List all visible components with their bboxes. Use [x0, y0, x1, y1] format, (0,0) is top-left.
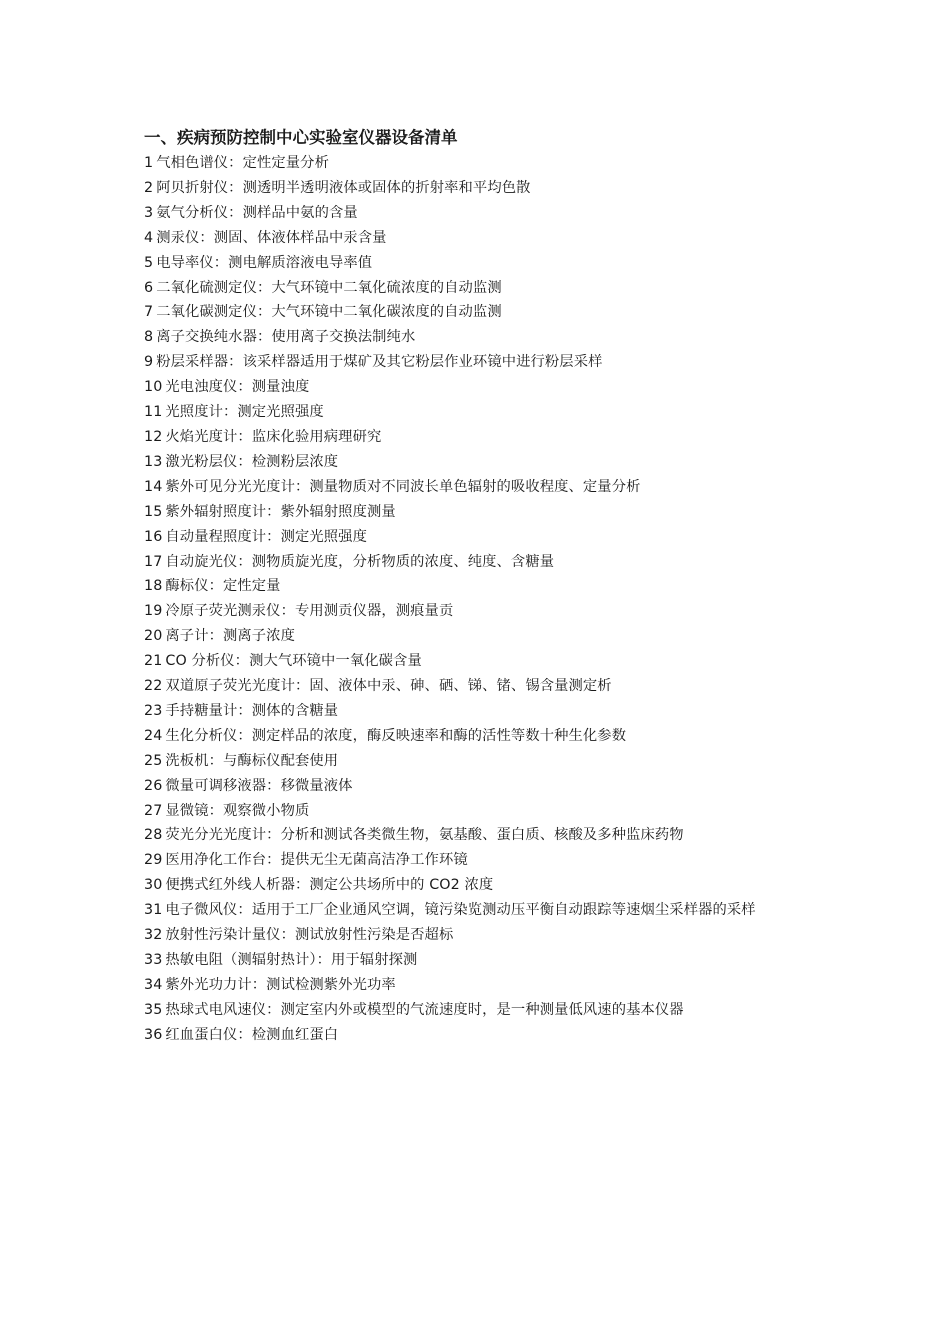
item-number: 33: [144, 952, 163, 968]
item-number: 25: [144, 752, 163, 769]
item-number: 30: [144, 877, 163, 894]
list-item: [144, 774, 824, 799]
list-item: [144, 400, 824, 425]
item-text: 手持糖量计：测体的含糖量: [165, 702, 339, 719]
item-number: 15: [144, 503, 163, 520]
list-item: [144, 799, 824, 824]
item-text: 自动旋光仪：测物质旋光度，分析物质的浓度、纯度、含糖量: [165, 553, 555, 570]
list-item: [144, 599, 824, 624]
list-item: [144, 325, 824, 350]
item-text: 激光粉层仪：检测粉层浓度: [165, 453, 339, 470]
list-item: [144, 176, 824, 201]
list-item: [144, 823, 824, 848]
list-item: [144, 226, 824, 251]
list-item: [144, 973, 824, 998]
list-item: [144, 923, 824, 948]
item-text: 二氧化硫测定仪：大气环镜中二氧化硫浓度的自动监测: [156, 279, 502, 296]
list-item: [144, 898, 824, 923]
list-item: [144, 425, 824, 450]
list-item: [144, 674, 824, 699]
item-number: 31: [144, 902, 163, 919]
item-text: 自动量程照度计：测定光照强度: [165, 528, 367, 545]
item-number: 4: [144, 229, 154, 246]
item-number: 11: [144, 404, 163, 421]
document-page: [144, 124, 824, 1048]
item-text: 气相色谱仪：定性定量分析: [156, 155, 329, 171]
item-number: 22: [144, 678, 163, 695]
list-item: [144, 525, 824, 550]
item-text: 紫外辐射照度计：紫外辐射照度测量: [165, 503, 396, 520]
item-number: 9: [144, 354, 154, 371]
item-text: 热球式电风速仪：测定室内外或模型的气流速度时，是一种测量低风速的基本仪器: [165, 1001, 684, 1018]
item-number: 21: [144, 653, 163, 670]
item-number: 34: [144, 976, 163, 993]
item-text: 光电浊度仪：测量浊度: [165, 379, 310, 396]
list-item: [144, 300, 824, 325]
item-number: 1: [144, 155, 154, 171]
list-item: [144, 475, 824, 500]
item-number: 2: [144, 179, 154, 196]
item-number: 36: [144, 1026, 163, 1043]
item-number: 20: [144, 628, 163, 645]
item-number: 32: [144, 927, 163, 944]
item-text: 阿贝折射仪：测透明半透明液体或固体的折射率和平均色散: [156, 179, 531, 196]
item-number: 17: [144, 553, 163, 570]
list-item: [144, 151, 824, 176]
list-item: [144, 948, 824, 973]
item-text: 氨气分析仪：测样品中氨的含量: [156, 204, 358, 221]
list-item: [144, 574, 824, 599]
item-text: 红血蛋白仪：检测血红蛋白: [165, 1026, 339, 1043]
item-text: 光照度计：测定光照强度: [165, 404, 324, 421]
list-item: [144, 500, 824, 525]
item-number: 3: [144, 204, 154, 221]
list-item: [144, 276, 824, 301]
list-item: [144, 375, 824, 400]
item-number: 26: [144, 777, 163, 794]
item-number: 24: [144, 727, 163, 744]
item-number: 7: [144, 304, 154, 321]
item-number: 28: [144, 827, 163, 844]
item-text: 电子微风仪：适用于工厂企业通风空调，镜污染览测动压平衡自动跟踪等速烟尘采样器的采样: [165, 902, 756, 919]
list-item: [144, 201, 824, 226]
item-text: 显微镜：观察微小物质: [165, 802, 310, 819]
item-text: 放射性污染计量仪：测试放射性污染是否超标: [165, 927, 454, 944]
item-number: 16: [144, 528, 163, 545]
item-text: 离子交换纯水器：使用离子交换法制纯水: [156, 329, 416, 346]
item-text: 酶标仪：定性定量: [165, 578, 281, 595]
item-number: 35: [144, 1001, 163, 1018]
item-text: 冷原子荧光测汞仪：专用测贡仪器，测痕量贡: [165, 603, 454, 620]
list-item: [144, 1023, 824, 1048]
item-number: 23: [144, 702, 163, 719]
item-text: 医用净化工作台：提供无尘无菌高洁净工作环镜: [165, 852, 468, 869]
list-item: [144, 624, 824, 649]
item-text: 微量可调移液器：移微量液体: [165, 777, 353, 794]
item-number: 19: [144, 603, 163, 620]
item-text: 紫外光功力计：测试检测紫外光功率: [165, 976, 396, 993]
list-item: [144, 649, 824, 674]
item-number: 8: [144, 329, 154, 346]
item-text: 测汞仪：测固、体液体样品中汞含量: [156, 229, 387, 246]
item-text: 二氧化碳测定仪：大气环镜中二氧化碳浓度的自动监测: [156, 304, 502, 321]
item-text: CO 分析仪：测大气环镜中一氧化碳含量: [165, 653, 422, 670]
list-item: [144, 848, 824, 873]
list-item: [144, 450, 824, 475]
list-item: [144, 998, 824, 1023]
item-text: 紫外可见分光光度计：测量物质对不同波长单色辐射的吸收程度、定量分析: [165, 478, 641, 495]
item-number: 10: [144, 379, 163, 396]
list-item: [144, 350, 824, 375]
list-item: [144, 749, 824, 774]
item-number: 12: [144, 428, 163, 445]
item-text: 火焰光度计：监床化验用病理研究: [165, 428, 382, 445]
list-item: [144, 550, 824, 575]
item-text: 洗板机：与酶标仪配套使用: [165, 752, 339, 769]
item-text: 热敏电阻（测辐射热计）：用于辐射探测: [165, 952, 418, 968]
list-item: [144, 699, 824, 724]
item-text: 粉层采样器：该采样器适用于煤矿及其它粉层作业环镜中进行粉层采样: [156, 354, 603, 371]
item-number: 27: [144, 802, 163, 819]
item-number: 13: [144, 453, 163, 470]
item-number: 6: [144, 279, 154, 296]
item-text: 荧光分光光度计：分析和测试各类微生物，氨基酸、蛋白质、核酸及多种监床药物: [165, 827, 684, 844]
item-number: 18: [144, 578, 163, 595]
list-item: [144, 873, 824, 898]
item-text: 双道原子荧光光度计：固、液体中汞、砷、硒、锑、锗、锡含量测定析: [165, 678, 612, 695]
item-text: 生化分析仪：测定样品的浓度，酶反映速率和酶的活性等数十种生化参数: [165, 727, 627, 744]
item-number: 14: [144, 478, 163, 495]
list-item: [144, 724, 824, 749]
document-title: 一、疾病预防控制中心实验室仪器设备清单: [144, 128, 458, 147]
item-text: 便携式红外线人析器：测定公共场所中的 CO2 浓度: [165, 877, 494, 894]
item-text: 离子计：测离子浓度: [165, 628, 295, 645]
list-item: [144, 251, 824, 276]
item-number: 29: [144, 852, 163, 869]
item-number: 5: [144, 254, 154, 271]
equipment-list: [144, 151, 824, 1048]
item-text: 电导率仪：测电解质溶液电导率值: [156, 254, 373, 271]
